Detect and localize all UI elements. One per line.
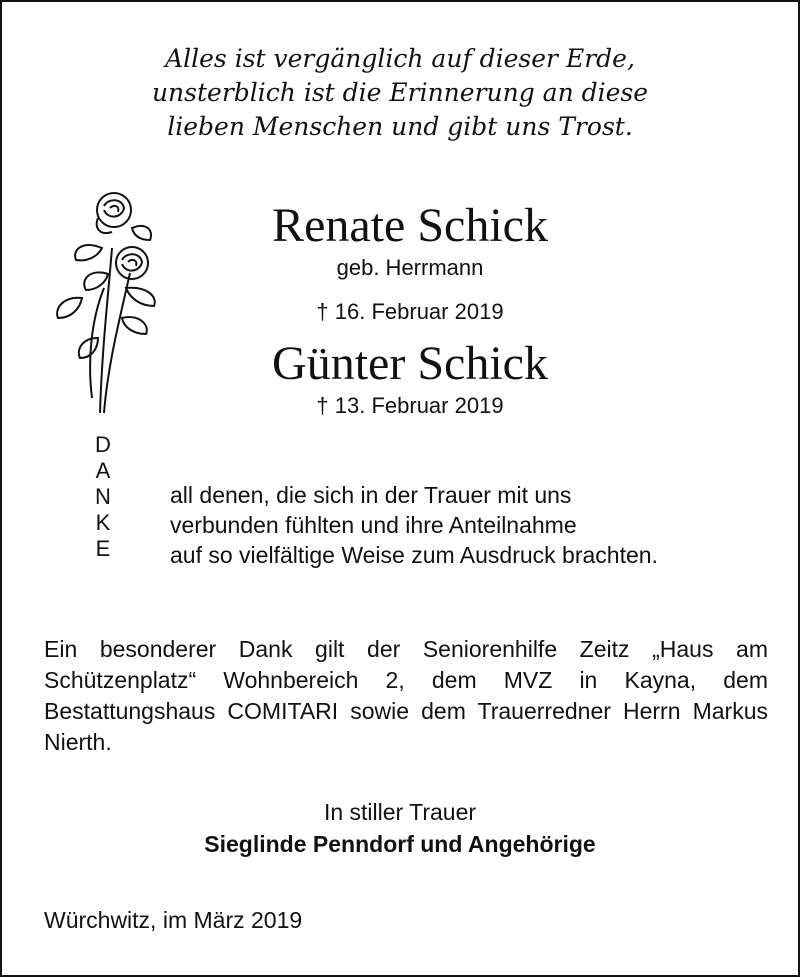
danke-letter: A xyxy=(95,458,111,483)
rose-icon xyxy=(42,188,172,418)
poem-line-3: lieben Menschen und gibt uns Trost. xyxy=(167,112,633,141)
place-date: Würchwitz, im März 2019 xyxy=(44,907,303,933)
mourners: Sieglinde Penndorf und Angehörige xyxy=(204,831,596,857)
danke-letter: D xyxy=(95,432,111,457)
thanks-line-1: all denen, die sich in der Trauer mit uns xyxy=(170,482,572,508)
danke-letter: N xyxy=(95,484,111,509)
death-date-2: † 13. Februar 2019 xyxy=(316,393,504,418)
poem-line-2: unsterblich ist die Erinnerung an diese xyxy=(151,78,649,107)
mourning-label: In stiller Trauer xyxy=(323,799,477,825)
danke-letter: E xyxy=(95,536,111,561)
special-thanks: Ein besonderer Dank gilt der Seniorenhilfe Zeitz „Haus am Schützenplatz“ Wohnbereich 2, dem MVZ in Kayna, dem Bestattungshaus COMITARI sowie dem Trauerredner Herrn Markus Nierth. xyxy=(44,636,768,755)
poem-line-1: Alles ist vergänglich auf dieser Erde, xyxy=(165,44,635,73)
birth-name: geb. Herrmann xyxy=(336,255,484,280)
thanks-line-2: verbunden fühlten und ihre Anteilnahme xyxy=(170,512,577,538)
deceased-name-2: Günter Schick xyxy=(272,337,548,390)
thanks-text xyxy=(170,480,658,570)
thanks-line-3: auf so vielfältige Weise zum Ausdruck brachten. xyxy=(170,542,658,568)
danke-letter: K xyxy=(95,510,111,535)
deceased-name-1: Renate Schick xyxy=(272,199,548,252)
death-date-1: † 16. Februar 2019 xyxy=(316,299,504,324)
danke-vertical xyxy=(88,432,118,562)
